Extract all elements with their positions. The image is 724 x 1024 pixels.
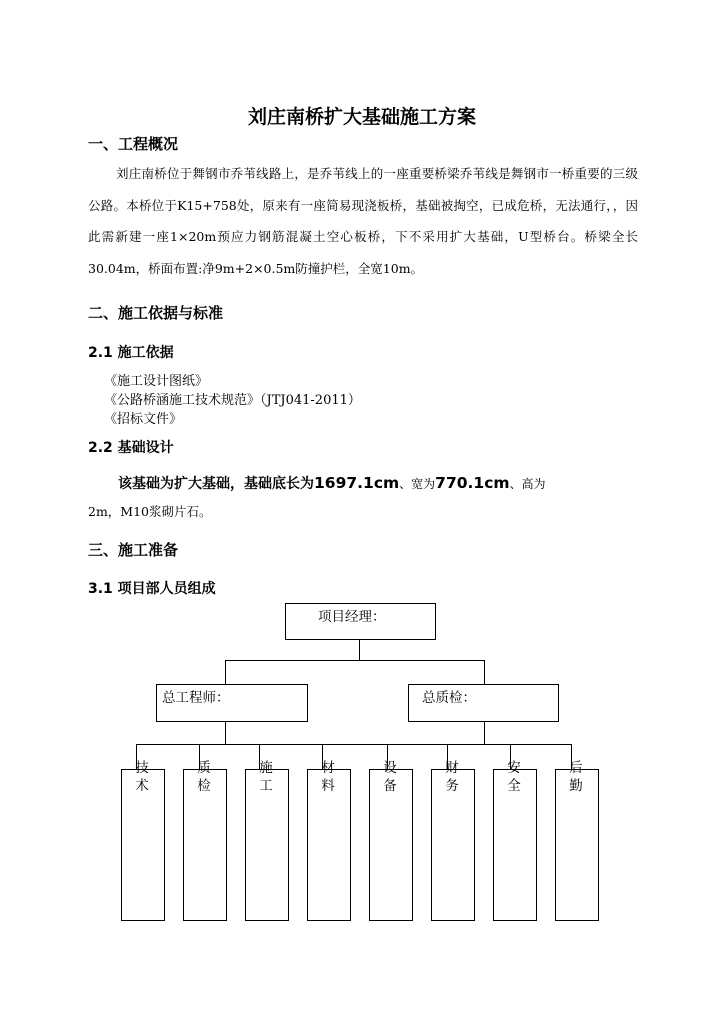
section1-heading: 一、工程概况 [88, 135, 179, 153]
org-dept-char: 施 [259, 760, 273, 776]
org-dept-char: 勤 [569, 778, 583, 794]
foundation-text-3: 、高为 [509, 477, 546, 491]
org-dept-char: 务 [445, 778, 459, 794]
project-overview-paragraph [88, 158, 638, 284]
org-dept-char: 全 [507, 778, 521, 794]
document-title: 刘庄南桥扩大基础施工方案 [247, 106, 476, 128]
foundation-width: 770.1cm [435, 474, 510, 492]
org-box-chief-qc [408, 684, 559, 722]
org-dept-char: 安 [507, 760, 521, 776]
org-box-chief-engineer [156, 684, 308, 722]
org-connector [484, 660, 485, 684]
org-dept-logistics-label [569, 759, 583, 795]
org-dept-equipment-label [383, 759, 397, 795]
basis-item-1: 《施工设计图纸》 [104, 374, 209, 389]
foundation-height-material: 2m，M10浆砌片石。 [88, 504, 212, 519]
org-dept-char: 技 [135, 760, 149, 776]
org-dept-char: 检 [197, 778, 211, 794]
subsection-2-1-heading: 2.1 施工依据 [88, 345, 174, 361]
org-dept-qc-label [197, 759, 211, 795]
org-connector [225, 722, 226, 744]
org-dept-char: 术 [135, 778, 149, 794]
subsection-3-1-heading: 3.1 项目部人员组成 [88, 581, 216, 597]
org-dept-char: 材 [321, 760, 335, 776]
org-dept-char: 质 [197, 760, 211, 776]
org-dept-char: 料 [321, 778, 335, 794]
foundation-text-2: 、宽为 [399, 477, 436, 491]
basis-item-2: 《公路桥涵施工技术规范》（JTJ041-2011） [104, 393, 361, 408]
org-dept-char: 后 [569, 760, 583, 776]
org-dept-construction-label [259, 759, 273, 795]
org-dept-safety-label [507, 759, 521, 795]
basis-item-3: 《招标文件》 [104, 412, 183, 427]
section3-heading: 三、施工准备 [88, 541, 179, 559]
org-dept-tech-label [135, 759, 149, 795]
org-dept-char: 工 [259, 778, 273, 794]
org-dept-finance-label [445, 759, 459, 795]
org-connector [359, 640, 360, 660]
org-box-manager [285, 603, 436, 640]
foundation-text-1: 该基础为扩大基础，基础底长为 [118, 476, 314, 492]
org-dept-char: 财 [445, 760, 459, 776]
section2-heading: 二、施工依据与标准 [88, 304, 224, 322]
org-connector [225, 660, 226, 684]
project-overview-text: 刘庄南桥位于舞钢市乔苇线路上，是乔苇线上的一座重要桥梁乔苇线是舞钢市一桥重要的三级公路。本桥位于K15+758处，原来有一座简易现浇板桥，基础被掏空，已成危桥，无法通行，，因此需新建一座1×20m预应力钢筋混凝土空心板桥，下不采用扩大基础，U型桥台。桥梁全长30.04m，桥面布置:净9m+2×0.5m防撞护栏，全宽10m。 [88, 166, 638, 276]
subsection-2-2-heading: 2.2 基础设计 [88, 440, 174, 456]
org-dept-materials-label [321, 759, 335, 795]
org-connector [225, 660, 485, 661]
org-connector [136, 744, 572, 745]
org-manager-label: 项目经理： [318, 609, 386, 625]
org-chief-qc-label: 总质检： [422, 690, 476, 706]
foundation-length: 1697.1cm [314, 474, 400, 492]
foundation-design-line [118, 473, 546, 493]
org-chief-engineer-label: 总工程师： [162, 690, 230, 706]
org-dept-char: 备 [383, 778, 397, 794]
org-dept-char: 设 [383, 760, 397, 776]
org-connector [484, 722, 485, 744]
